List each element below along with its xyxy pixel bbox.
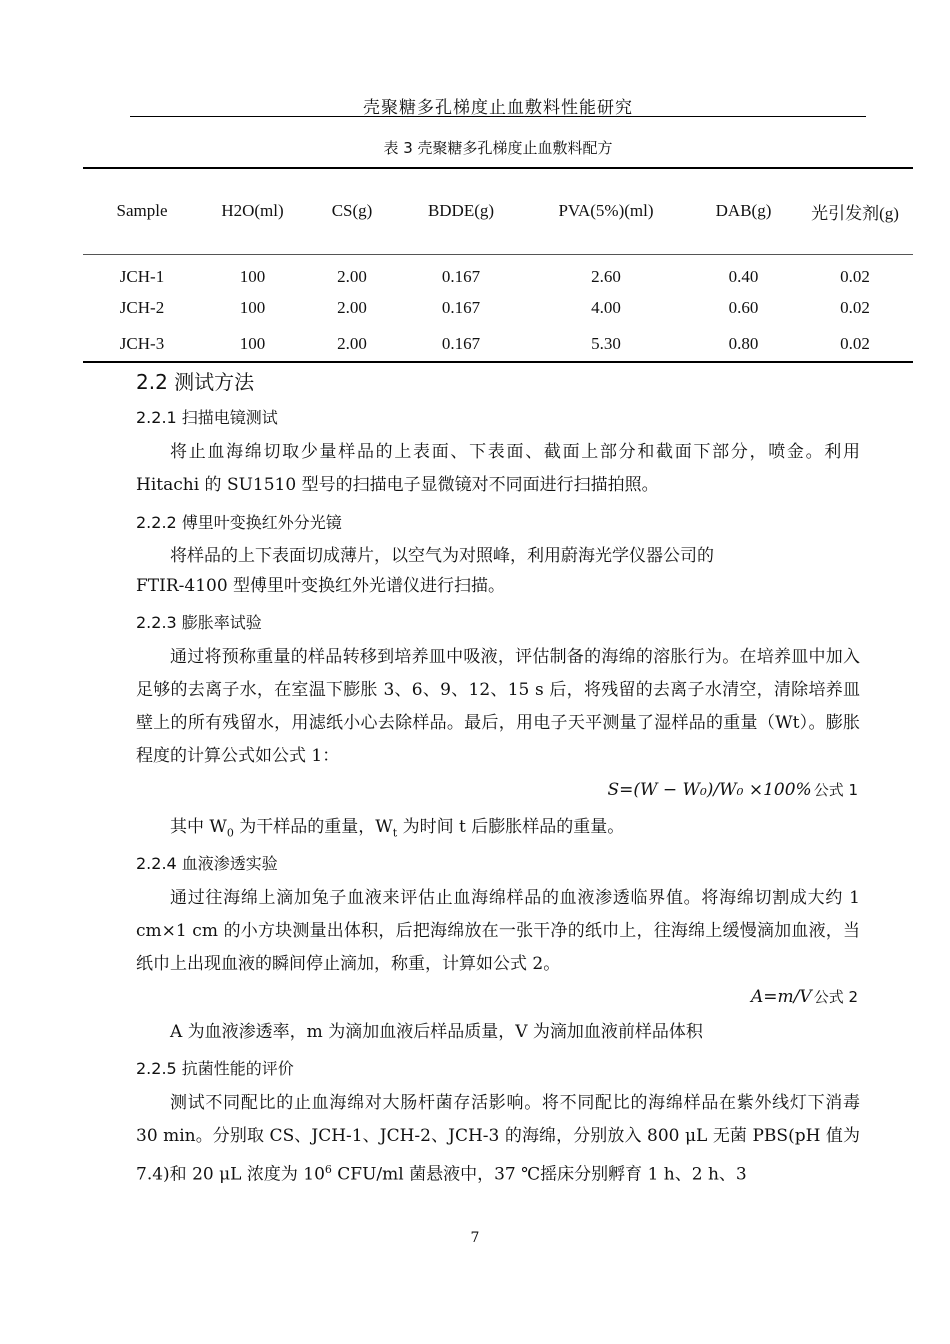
table-row xyxy=(83,254,913,290)
page-number: 7 xyxy=(470,1230,480,1246)
paragraph: 通过往海绵上滴加兔子血液来评估止血海绵样品的血液渗透临界值。将海绵切割成大约 1 cm×1 cm 的小方块测量出体积，后把海绵放在一张干净的纸巾上，往海绵上缓慢滴加血液，当纸巾上出现血液的瞬间停止滴加，称重，计算如公式 2。 xyxy=(136,888,860,974)
table-cell: 2.00 xyxy=(337,267,367,287)
col-header: DAB(g) xyxy=(690,168,797,254)
table-cell: 100 xyxy=(201,326,304,362)
subsection-heading: 2.2.2 傅里叶变换红外分光镜 xyxy=(136,513,342,532)
table-cell: 0.167 xyxy=(441,298,481,317)
section-heading: 2.2 测试方法 xyxy=(136,370,255,394)
subsection-heading: 2.2.4 血液渗透实验 xyxy=(136,854,278,873)
table-cell: JCH-2 xyxy=(119,298,165,317)
table-row xyxy=(83,326,913,362)
formulation-table xyxy=(83,167,913,363)
running-header: 壳聚糖多孔梯度止血敷料性能研究 xyxy=(363,98,633,118)
col-header: PVA(5%)(ml) xyxy=(522,168,690,254)
table-cell: 0.02 xyxy=(840,267,870,287)
table-cell: 0.40 xyxy=(728,267,759,287)
paragraph: 将样品的上下表面切成薄片，以空气为对照峰，利用蔚海光学仪器公司的 xyxy=(170,546,714,566)
table-cell: 0.167 xyxy=(400,326,522,362)
table-cell: 2.00 xyxy=(304,326,400,362)
table-cell: 0.167 xyxy=(441,267,481,287)
formula-tag: 公式 2 xyxy=(813,988,858,1006)
table-cell: 0.02 xyxy=(797,326,913,362)
paragraph: 测试不同配比的止血海绵对大肠杆菌存活影响。将不同配比的海绵样品在紫外线灯下消毒 30 min。分别取 CS、JCH-1、JCH-2、JCH-3 的海绵，分别放入 800 μL 无菌 PBS(pH 值为 7.4)和 20 μL 浓度为 $10^6$ CFU/ml 菌悬液中，37 ℃摇床分别孵育 1 h、2 h、3 xyxy=(136,1093,860,1185)
subsection-heading: 2.2.1 扫描电镜测试 xyxy=(136,408,278,427)
header-rule xyxy=(130,116,866,117)
table-row xyxy=(83,290,913,326)
table-cell: JCH-1 xyxy=(119,267,165,287)
table-cell: 0.02 xyxy=(840,298,870,317)
table-cell: 5.30 xyxy=(522,326,690,362)
col-header: Sample xyxy=(83,168,201,254)
subsection-heading: 2.2.3 膨胀率试验 xyxy=(136,613,262,632)
col-header: 光引发剂(g) xyxy=(797,168,913,254)
table-cell: 0.80 xyxy=(690,326,797,362)
col-header: BDDE(g) xyxy=(400,168,522,254)
table-cell: 0.60 xyxy=(728,298,759,317)
formula-expression: A=m/V xyxy=(751,987,812,1007)
table-cell: 100 xyxy=(239,298,266,317)
formula-2 xyxy=(751,986,858,1007)
table-cell: JCH-3 xyxy=(83,326,201,362)
paragraph: 将止血海绵切取少量样品的上表面、下表面、截面上部分和截面下部分，喷金。利用 Hitachi 的 SU1510 型号的扫描电子显微镜对不同面进行扫描拍照。 xyxy=(136,442,860,495)
table-header-row xyxy=(83,168,913,254)
formula-tag: 公式 1 xyxy=(813,781,858,799)
table-cell: 100 xyxy=(239,267,266,287)
paragraph: 其中 $W_0$ 为干样品的重量，$W_t$ 为时间 t 后膨胀样品的重量。 xyxy=(170,817,625,840)
paragraph: 通过将预称重量的样品转移到培养皿中吸液，评估制备的海绵的溶胀行为。在培养皿中加入足够的去离子水，在室温下膨胀 3、6、9、12、15 s 后，将残留的去离子水清空，清除培养皿壁上的所有残留水，用滤纸小心去除样品。最后，用电子天平测量了湿样品的重量（Wt）。膨胀程度的计算公式如公式 1： xyxy=(136,647,860,766)
formula-expression: S=(W − W₀)/W₀ ×100% xyxy=(607,780,812,800)
paragraph: A 为血液渗透率，m 为滴加血液后样品质量，V 为滴加血液前样品体积 xyxy=(170,1022,703,1042)
table-cell: 2.00 xyxy=(337,298,367,317)
table-cell: 4.00 xyxy=(591,298,621,317)
col-header: CS(g) xyxy=(304,168,400,254)
table-caption: 表 3 壳聚糖多孔梯度止血敷料配方 xyxy=(383,139,613,157)
subsection-heading: 2.2.5 抗菌性能的评价 xyxy=(136,1059,294,1078)
col-header: H2O(ml) xyxy=(201,168,304,254)
table-cell: 2.60 xyxy=(591,267,621,287)
paragraph: FTIR-4100 型傅里叶变换红外光谱仪进行扫描。 xyxy=(136,576,506,596)
formula-1 xyxy=(607,779,858,800)
